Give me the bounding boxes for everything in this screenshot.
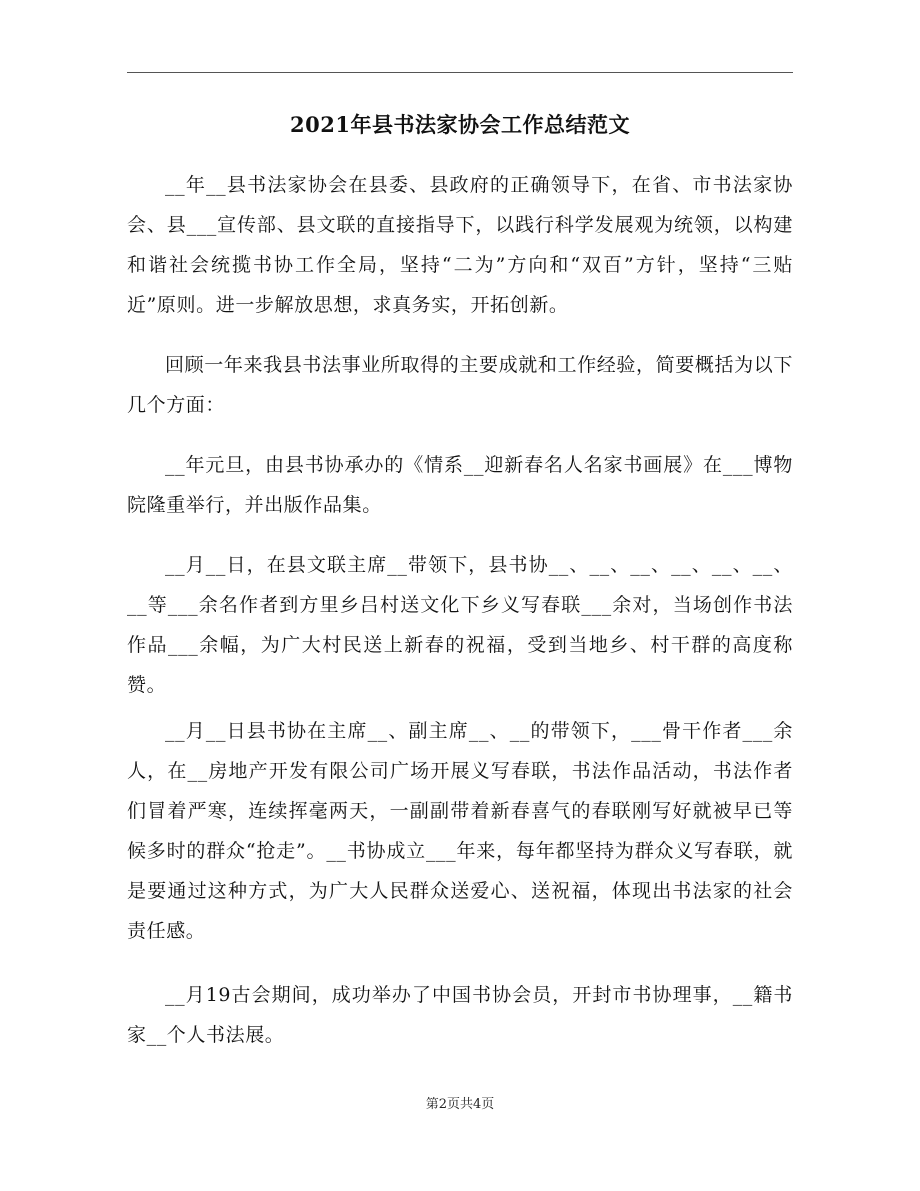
document-title: 2021年县书法家协会工作总结范文 [290,112,630,137]
paragraph-new-year-exhibition: __年元旦，由县书协承办的《情系__迎新春名人名家书画展》在___博物院隆重举行，并出版作品集。 [127,454,793,516]
paragraph-personal-exhibition: __月19古会期间，成功举办了中国书协会员，开封市书协理事，__籍书家__个人书法展。 [127,984,793,1046]
paragraph-plaza-couplets: __月__日县书协在主席__、副主席__、__的带领下，___骨干作者___余人，在__房地产开发有限公司广场开展义写春联，书法作品活动，书法作者们冒着严寒，连续挥毫两天，一副副带着新春喜气的春联刚写好就被早已等候多时的群众“抢走”。__书协成立___年来，每年都坚持为群众义写春联，就是要通过这种方式，为广大人民群众送爱心、送祝福，体现出书法家的社会责任感。 [127,720,793,942]
page-number: 第2页共4页 [425,1097,495,1112]
header-rule [127,72,793,73]
paragraph-intro: __年__县书法家协会在县委、县政府的正确领导下，在省、市书法家协会、县___宣传部、县文联的直接指导下，以践行科学发展观为统领，以构建和谐社会统揽书协工作全局，坚持“二为”方向和“双百”方针，坚持“三贴近”原则。进一步解放思想，求真务实，开拓创新。 [127,174,793,316]
paragraph-village-couplets: __月__日，在县文联主席__带领下，县书协__、__、__、__、__、__、__等___余名作者到方里乡吕村送文化下乡义写春联___余对，当场创作书法作品___余幅，为广大村民送上新春的祝福，受到当地乡、村干群的高度称赞。 [127,554,793,696]
paragraph-review: 回顾一年来我县书法事业所取得的主要成就和工作经验，简要概括为以下几个方面： [127,354,793,416]
